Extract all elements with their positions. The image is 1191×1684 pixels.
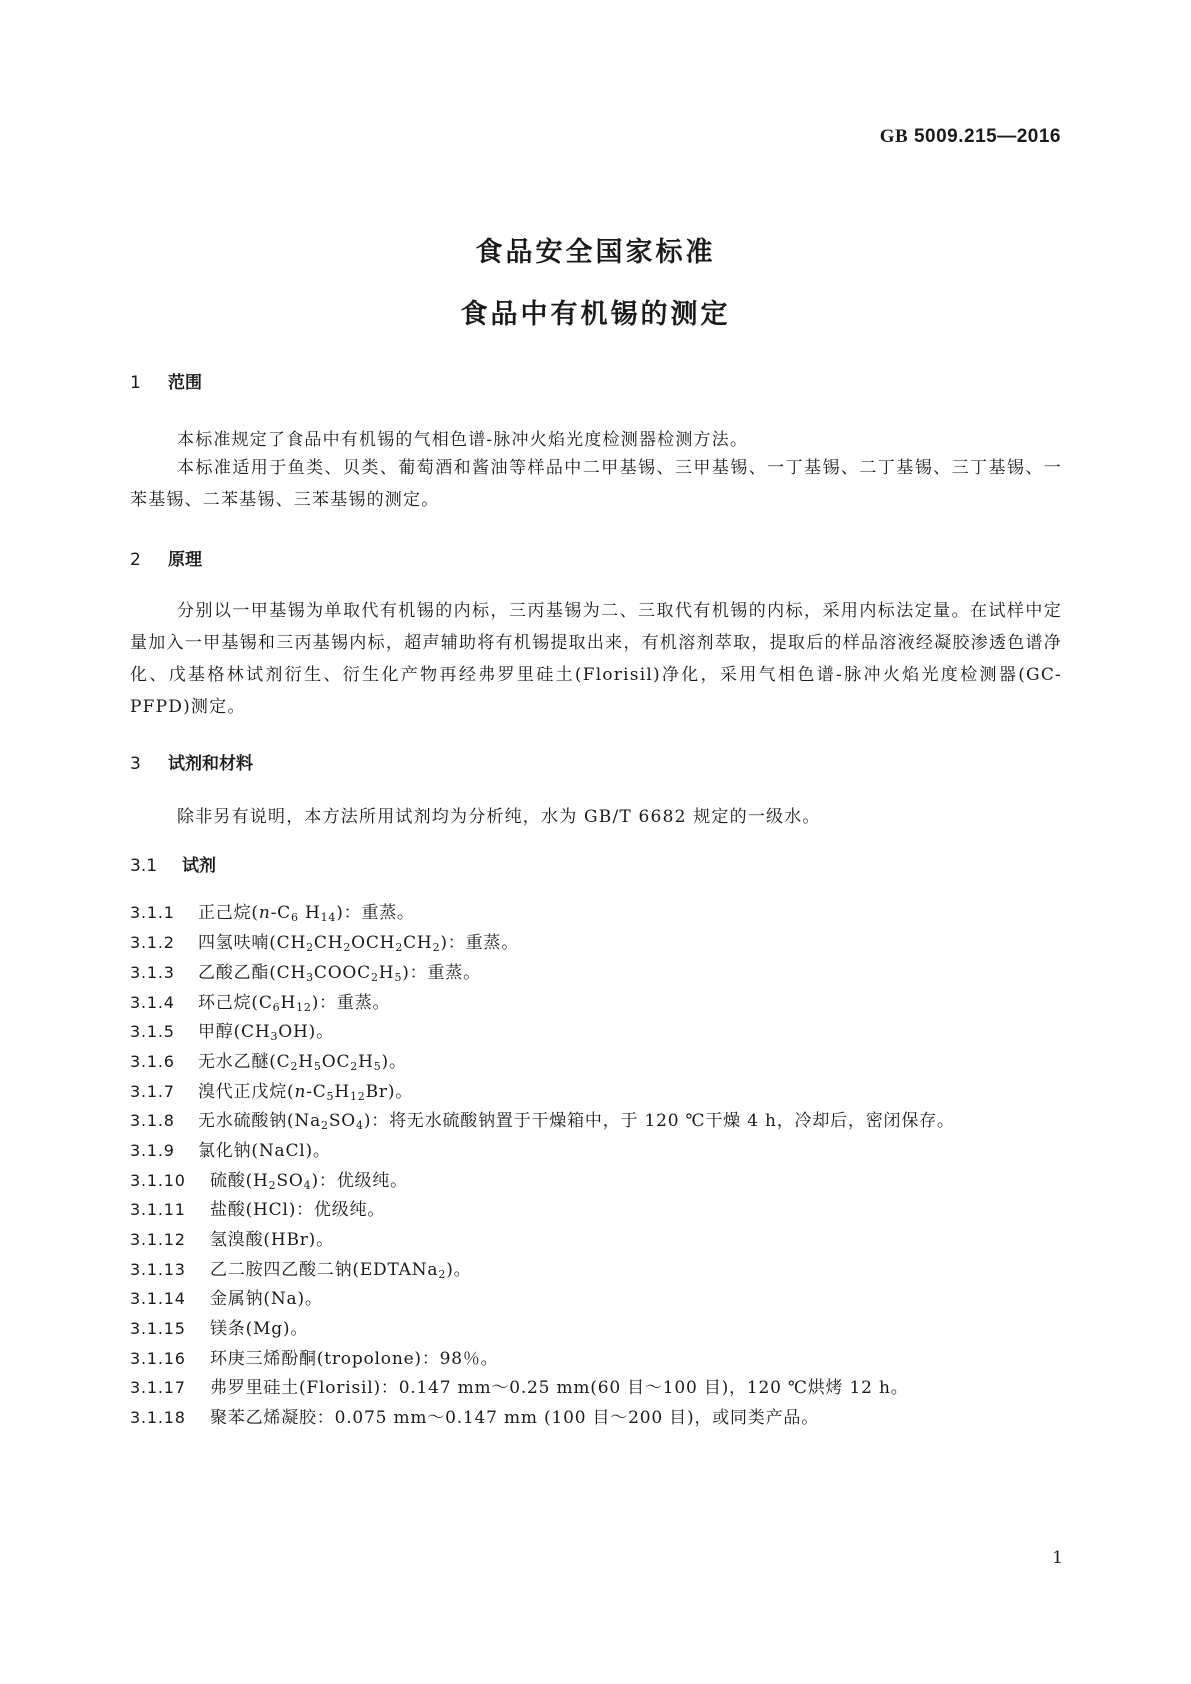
section-title: 试剂和材料: [168, 754, 253, 774]
reagent-item: 3.1.14 金属钠(Na)。: [130, 1289, 323, 1309]
section-number: 3: [130, 754, 141, 774]
reagent-item: 3.1.13 乙二胺四乙酸二钠(EDTANa$_2$)。: [130, 1260, 472, 1281]
standard-number: [880, 126, 1061, 148]
section-title: 原理: [168, 550, 202, 570]
section-number: 1: [130, 373, 141, 393]
reagent-item: 3.1.9 氯化钠(NaCl)。: [130, 1141, 331, 1161]
section-2-paragraph: 分别以一甲基锡为单取代有机锡的内标，三丙基锡为二、三取代有机锡的内标，采用内标法定量。在试样中定量加入一甲基锡和三丙基锡内标，超声辅助将有机锡提取出来，有机溶剂萃取，提取后的样品溶液经凝胶渗透色谱净化、戊基格林试剂衍生、衍生化产物再经弗罗里硅土(Florisil)净化，采用气相色谱-脉冲火焰光度检测器(GC-PFPD)测定。: [130, 601, 1062, 717]
reagent-item: 3.1.18 聚苯乙烯凝胶：0.075 mm～0.147 mm (100 目～200 目)，或同类产品。: [130, 1408, 819, 1428]
reagent-item: 3.1.2 四氢呋喃$(CH_2CH_2OCH_2CH_2)$：重蒸。: [130, 933, 520, 954]
reagent-item: 3.1.16 环庚三烯酚酮(tropolone)：98％。: [130, 1349, 499, 1369]
section-1-paragraph-2: 本标准适用于鱼类、贝类、葡萄酒和酱油等样品中二甲基锡、三甲基锡、一丁基锡、二丁基锡、三丁基锡、一苯基锡、二苯基锡、三苯基锡的测定。: [130, 458, 1062, 510]
section-2-heading: [130, 545, 202, 570]
standard-prefix: GB: [879, 126, 909, 147]
reagent-item: 3.1.4 环己烷$(C_6H_{12})$：重蒸。: [130, 993, 391, 1014]
section-title: 范围: [168, 373, 202, 393]
section-1-paragraph-1: 本标准规定了食品中有机锡的气相色谱-脉冲火焰光度检测器检测方法。: [177, 430, 749, 450]
section-number: 2: [130, 550, 141, 570]
section-3-1-heading: [130, 851, 216, 876]
section-3-heading: [130, 749, 253, 774]
reagent-item: 3.1.1 正己烷($n-C_6$ $H_{14}$)：重蒸。: [130, 903, 415, 924]
reagent-item: 3.1.5 甲醇$(CH_3OH)$。: [130, 1022, 334, 1043]
document-title-line2: 食品中有机锡的测定: [460, 299, 731, 330]
document-title-line1: 食品安全国家标准: [475, 237, 716, 268]
reagent-item: 3.1.11 盐酸(HCl)：优级纯。: [130, 1200, 386, 1220]
standard-number-value: 5009.215—2016: [913, 126, 1061, 147]
reagent-item: 3.1.7 溴代正戊烷$(n-C_5H_{12}Br)$。: [130, 1082, 414, 1103]
section-1-heading: [130, 368, 202, 393]
reagent-item: 3.1.6 无水乙醚$(C_2H_5OC_2H_5)$。: [130, 1052, 407, 1073]
section-title: 试剂: [182, 856, 216, 876]
reagent-item: 3.1.15 镁条(Mg)。: [130, 1319, 309, 1339]
reagent-item: 3.1.17 弗罗里硅土(Florisil)：0.147 mm～0.25 mm(60 目～100 目)，120 ℃烘烤 12 h。: [130, 1378, 909, 1398]
page-number: 1: [1052, 1548, 1063, 1568]
reagent-item: 3.1.3 乙酸乙酯$(CH_3COOC_2H_5)$：重蒸。: [130, 963, 481, 984]
section-3-paragraph: 除非另有说明，本方法所用试剂均为分析纯，水为 GB/T 6682 规定的一级水。: [177, 807, 821, 827]
reagent-item: 3.1.8 无水硫酸钠$(Na_2SO_4)$：将无水硫酸钠置于干燥箱中，于 120 ℃干燥 4 h，冷却后，密闭保存。: [130, 1111, 955, 1132]
reagent-item: 3.1.10 硫酸$(H_2SO_4)$：优级纯。: [130, 1171, 408, 1192]
reagent-item: 3.1.12 氢溴酸(HBr)。: [130, 1230, 334, 1250]
section-number: 3.1: [130, 856, 158, 876]
